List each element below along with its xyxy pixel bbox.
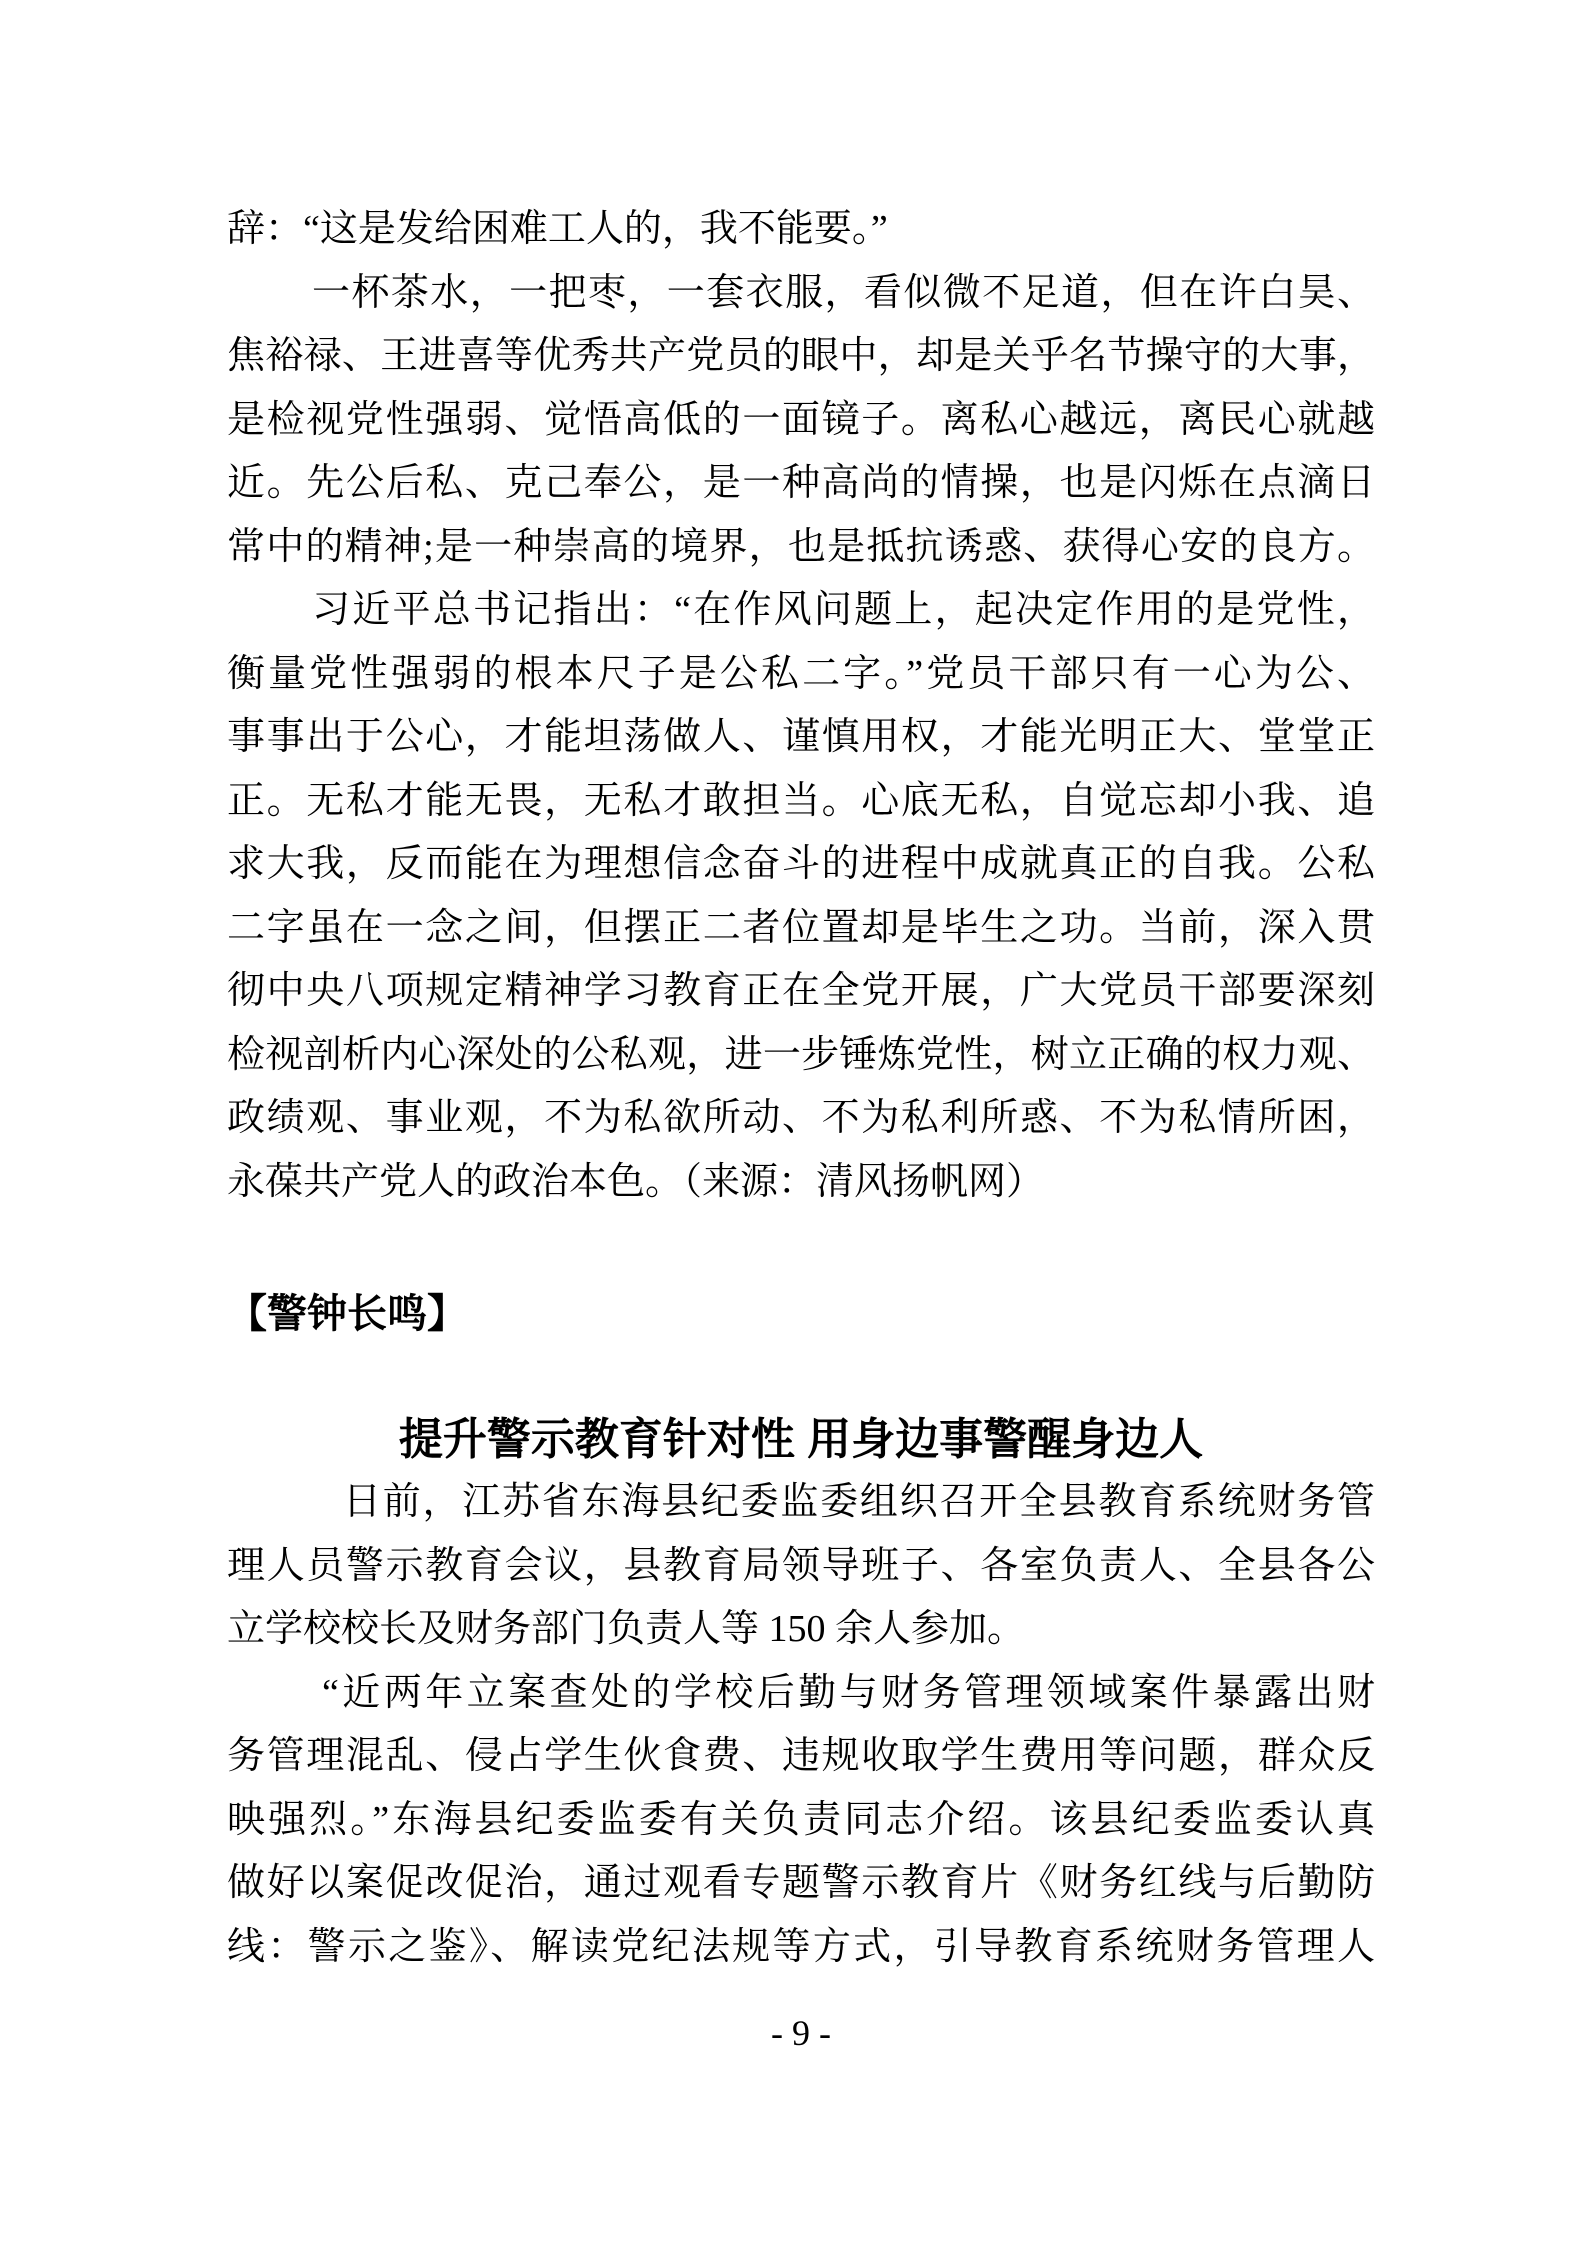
text-line: 做好以案促改促治，通过观看专题警示教育片《财务红线与后勤防 [227,1862,1375,1904]
text-line: 习近平总书记指出：“在作风问题上，起决定作用的是党性， [312,589,1375,631]
text-line: 二字虽在一念之间，但摆正二者位置却是毕生之功。当前，深入贯 [227,906,1375,949]
text-line: 常中的精神;是一种崇高的境界，也是抵抗诱惑、获得心安的良方。 [227,525,1375,568]
text-line: 日前，江苏省东海县纪委监委组织召开全县教育系统财务管 [343,1481,1375,1523]
text-line: 衡量党性强弱的根本尺子是公私二字。”党员干部只有一心为公、 [227,652,1375,695]
text-line: 永葆共产党人的政治本色。（来源：清风扬帆网） [227,1160,1045,1203]
text-line: 正。无私才能无畏，无私才敢担当。心底无私，自觉忘却小我、追 [227,779,1375,822]
text-line: 检视剖析内心深处的公私观，进一步锤炼党性，树立正确的权力观、 [227,1033,1375,1076]
page-number: - 9 - [771,2013,831,2053]
text-line: 事事出于公心，才能坦荡做人、谨慎用权，才能光明正大、堂堂正 [227,716,1375,758]
text-line: 焦裕禄、王进喜等优秀共产党员的眼中，却是关乎名节操守的大事， [227,335,1375,377]
text-line: 立学校校长及财务部门负责人等 150 余人参加。 [227,1608,1026,1650]
text-line: 求大我，反而能在为理想信念奋斗的进程中成就真正的自我。公私 [227,843,1375,885]
text-line: 一杯茶水，一把枣，一套衣服，看似微不足道，但在许白昊、 [312,271,1375,314]
text-line: 线：警示之鉴》、解读党纪法规等方式，引导教育系统财务管理人 [227,1925,1375,1968]
text-line: 是检视党性强弱、觉悟高低的一面镜子。离私心越远，离民心就越 [227,398,1375,441]
text-line: 辞：“这是发给困难工人的，我不能要。” [227,208,888,250]
text-line: 政绩观、事业观，不为私欲所动、不为私利所惑、不为私情所困， [227,1097,1375,1139]
section-header: 【警钟长鸣】 [227,1292,467,1336]
text-line: 理人员警示教育会议，县教育局领导班子、各室负责人、全县各公 [227,1544,1375,1587]
document-body [227,198,1375,2066]
article-title: 提升警示教育针对性 用身边事警醒身边人 [398,1414,1204,1464]
text-line: 近。先公后私、克己奉公，是一种高尚的情操，也是闪烁在点滴日 [227,462,1375,504]
text-line: “近两年立案查处的学校后勤与财务管理领域案件暴露出财 [322,1671,1375,1714]
text-line: 务管理混乱、侵占学生伙食费、违规收取学生费用等问题，群众反 [227,1735,1375,1777]
text-line: 彻中央八项规定精神学习教育正在全党开展，广大党员干部要深刻 [227,970,1375,1012]
text-line: 映强烈。”东海县纪委监委有关负责同志介绍。该县纪委监委认真 [227,1798,1375,1841]
